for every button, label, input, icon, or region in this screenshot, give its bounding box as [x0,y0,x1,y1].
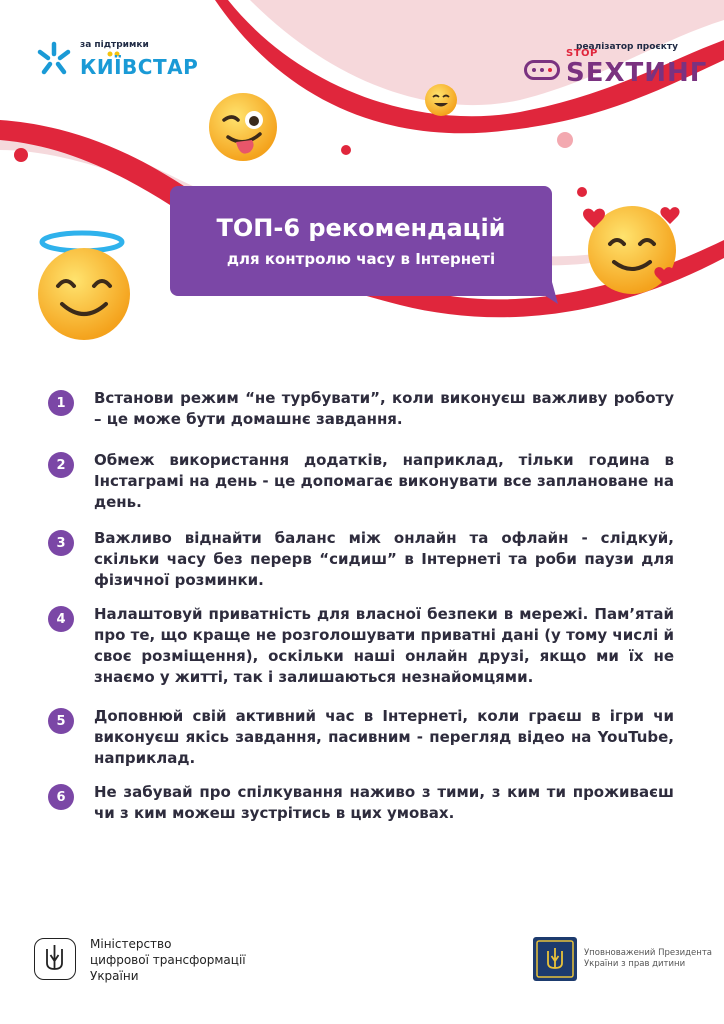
sponsor-brand: КИЇВСТАР [80,55,199,79]
trident-icon [35,939,74,978]
tip-number: 3 [48,530,74,556]
tip-number: 1 [48,390,74,416]
ombudsman-line-2: України з прав дитини [584,959,686,969]
page-title: ТОП-6 рекомендацій [216,214,506,242]
hearts-smiling-emoji [580,196,690,296]
page-subtitle: для контролю часу в Інтернеті [226,250,496,268]
project-stop-label: STOP [566,48,598,59]
list-item [48,388,674,430]
ombudsman-line-1: Уповноважений Президента [584,948,713,958]
tip-text: Важливо віднайти баланс між онлайн та офлайн - слідкуй, скільки часу без перерв “сидиш” в Інтернеті та роби паузи для фізичної розминки. [94,529,674,589]
list-item [48,528,674,591]
winking-tongue-emoji [206,90,280,164]
ministry-line-1: Міністерство [90,937,172,951]
project-name: SEXTИНГ [566,58,708,88]
ministry-line-3: України [90,969,139,983]
tip-text: Налаштовуй приватність для власної безпеки в мережі. Пам’ятай про те, що краще не розголошувати приватні дані (у тому числі й своє розміщення), оскільки наші онлайн друзі, якщо ми їх не знаємо у житті, так і залишаються незнайомцями. [94,605,674,686]
sponsor-caption: за підтримки [80,40,149,50]
title-banner [170,186,552,296]
tip-number: 4 [48,606,74,632]
implementer-caption: реалізатор проєкту [576,42,678,52]
list-item [48,450,674,513]
ministry-line-2: цифрової трансформації [90,953,246,967]
list-item [48,782,674,824]
halo-smiling-emoji [24,226,142,342]
banner-tail [524,282,558,306]
tip-text: Не забувай про спілкування наживо з тими, з ким ти проживаєш чи з ким можеш зустрітись в цих умовах. [94,783,674,822]
kyivstar-logo-icon [34,40,74,80]
list-item [48,604,674,688]
chat-bubble-icon [524,60,560,80]
tip-number: 6 [48,784,74,810]
tip-text: Обмеж використання додатків, наприклад, тільки година в Інстаграмі на день - це допомагає виконувати все заплановане на день. [94,451,674,511]
ministry-logo [34,938,76,980]
ministry-name [90,936,246,984]
ombudsman-name [584,948,712,970]
ombudsman-emblem-icon [532,936,578,982]
tip-number: 5 [48,708,74,734]
tip-text: Встанови режим “не турбувати”, коли виконуєш важливу роботу – це може бути домашнє завдання. [94,389,674,428]
tip-number: 2 [48,452,74,478]
tip-text: Доповнюй свій активний час в Інтернеті, коли граєш в ігри чи виконуєш якісь завдання, пасивним - перегляд відео на YouTube, наприклад. [94,707,674,767]
smiling-emoji [423,82,459,118]
list-item [48,706,674,769]
